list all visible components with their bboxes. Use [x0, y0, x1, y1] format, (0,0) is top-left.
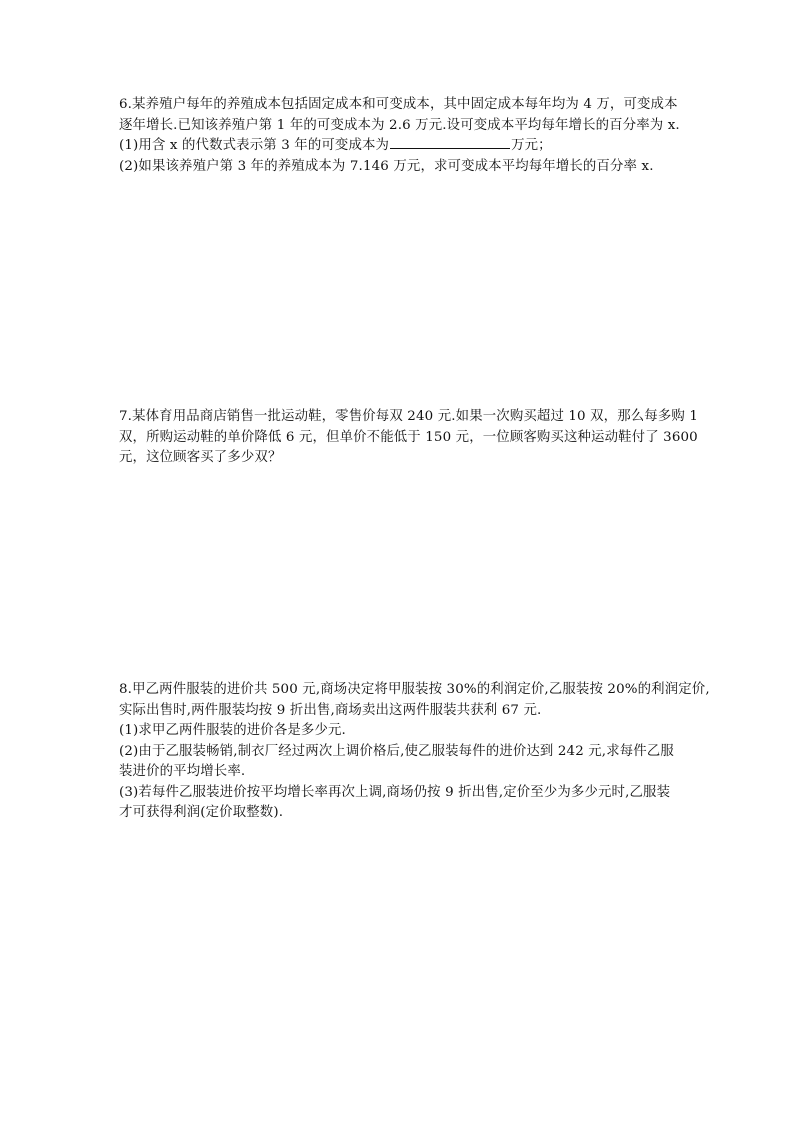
problem-7-line-3: 元，这位顾客买了多少双？ — [119, 450, 282, 465]
problem-8-line-1: 8.甲乙两件服装的进价共 500 元,商场决定将甲服装按 30%的利润定价,乙服装按 20%的利润定价, — [119, 682, 710, 697]
problem-6-line-1: 6.某养殖户每年的养殖成本包括固定成本和可变成本，其中固定成本每年均为 4 万，可变成本 — [119, 97, 678, 112]
problem-6-line-2: 逐年增长.已知该养殖户第 1 年的可变成本为 2.6 万元.设可变成本平均每年增长的百分率为 x. — [119, 117, 680, 133]
problem-8-question-1: (1)求甲乙两件服装的进价各是多少元. — [119, 723, 346, 738]
problem-7-line-1: 7.某体育用品商店销售一批运动鞋，零售价每双 240 元.如果一次购买超过 10 双，那么每多购 1 — [119, 409, 698, 424]
problem-8-question-2: (2)由于乙服装畅销,制衣厂经过两次上调价格后,使乙服装每件的进价达到 242 元,求每件乙服 — [119, 743, 674, 759]
problem-6-question-1-text: (1)用含 x 的代数式表示第 3 年的可变成本为 — [119, 138, 390, 153]
problem-6-question-1-unit: 万元； — [511, 138, 552, 153]
problem-8-question-3-cont: 才可获得利润(定价取整数). — [119, 805, 284, 820]
problem-7-line-2: 双，所购运动鞋的单价降低 6 元，但单价不能低于 150 元，一位顾客购买这种运动鞋付了 3600 — [119, 429, 698, 445]
problem-8-question-3: (3)若每件乙服装进价按平均增长率再次上调,商场仍按 9 折出售,定价至少为多少元时,乙服装 — [119, 784, 671, 800]
problem-8 — [119, 680, 709, 824]
problem-6-question-2: (2)如果该养殖户第 3 年的养殖成本为 7.146 万元，求可变成本平均每年增长的百分率 x. — [119, 158, 654, 174]
problem-6-question-1 — [119, 136, 709, 157]
problem-8-line-2: 实际出售时,两件服装均按 9 折出售,商场卖出这两件服装共获利 67 元. — [119, 702, 542, 718]
problem-7 — [119, 407, 709, 469]
problem-8-question-2-cont: 装进价的平均增长率. — [119, 764, 246, 779]
answer-blank — [390, 136, 510, 149]
problem-6 — [119, 95, 709, 177]
